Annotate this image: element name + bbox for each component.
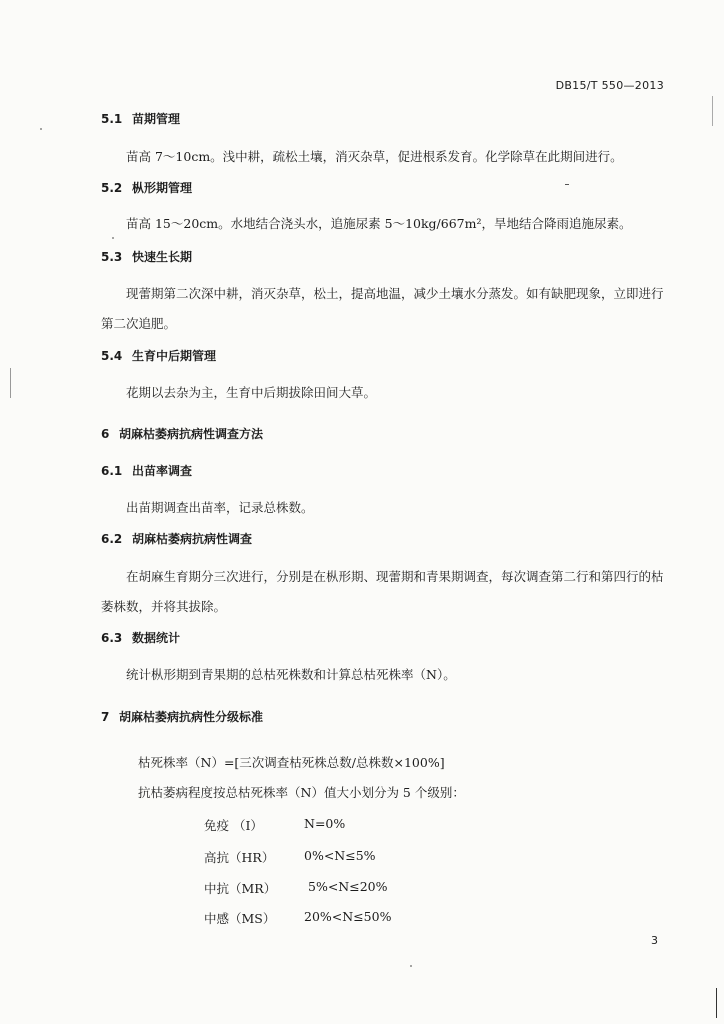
section-heading-6 [101, 425, 263, 442]
scan-speck [112, 237, 114, 239]
level-name: 高抗（HR） [204, 850, 275, 865]
section-heading-6-3 [101, 629, 180, 646]
level-range: 20%<N≤50% [304, 909, 392, 924]
level-name: 中感（MS） [204, 911, 276, 926]
section-heading-6-2 [101, 530, 252, 547]
level-name: 免疫 （I） [204, 818, 263, 833]
section-number: 5.3 [101, 250, 123, 264]
scan-edge-mark [716, 988, 717, 1018]
level-name: 中抗（MR） [204, 881, 277, 896]
scan-speck [40, 128, 42, 130]
section-title: 胡麻枯萎病抗病性分级标准 [119, 710, 264, 724]
section-title: 苗期管理 [132, 112, 181, 126]
paragraph-5-4: 花期以去杂为主，生育中后期拔除田间大草。 [126, 385, 377, 400]
paragraph-5-3-line-1: 现蕾期第二次深中耕，消灭杂草，松土，提高地温，减少土壤水分蒸发。如有缺肥现象，立即进行 [126, 286, 664, 301]
paragraph-5-2: 苗高 15～20cm。水地结合浇头水，追施尿素 5～10kg/667m²，旱地结合降雨追施尿素。 [126, 216, 632, 231]
section-heading-5-4 [101, 347, 216, 364]
section-number: 5.4 [101, 349, 123, 363]
level-range: N=0% [304, 816, 346, 831]
scan-mark [565, 184, 569, 185]
paragraph-6-1: 出苗期调查出苗率，记录总株数。 [126, 500, 314, 515]
paragraph-6-2-line-1: 在胡麻生育期分三次进行，分别是在枞形期、现蕾期和青果期调查，每次调查第二行和第四行的枯 [126, 569, 664, 584]
section-title: 胡麻枯萎病抗病性调查方法 [119, 427, 264, 441]
scan-edge-mark [712, 96, 713, 126]
scan-edge-mark [10, 368, 11, 398]
section-title: 胡麻枯萎病抗病性调查 [132, 532, 253, 546]
scan-speck [410, 965, 412, 967]
section-number: 6.3 [101, 631, 123, 645]
section-title: 生育中后期管理 [132, 349, 217, 363]
paragraph-6-3: 统计枞形期到青果期的总枯死株数和计算总枯死株率（N）。 [126, 667, 456, 682]
page-number: 3 [651, 934, 658, 947]
section-number: 6.2 [101, 532, 123, 546]
paragraph-5-1: 苗高 7～10cm。浅中耕，疏松土壤，消灭杂草，促进根系发育。化学除草在此期间进行。 [126, 149, 623, 164]
section-heading-6-1 [101, 462, 192, 479]
section-heading-7 [101, 708, 263, 725]
section-number: 7 [101, 710, 110, 724]
section-heading-5-1 [101, 110, 180, 127]
grading-intro: 抗枯萎病程度按总枯死株率（N）值大小划分为 5 个级别： [138, 785, 465, 800]
section-heading-5-3 [101, 248, 192, 265]
section-heading-5-2 [101, 179, 192, 196]
document-number-header: DB15/T 550—2013 [555, 79, 664, 92]
section-number: 6.1 [101, 464, 123, 478]
section-title: 出苗率调查 [132, 464, 193, 478]
section-number: 5.2 [101, 181, 123, 195]
section-number: 6 [101, 427, 110, 441]
paragraph-5-3-line-2: 第二次追肥。 [101, 316, 177, 331]
section-title: 数据统计 [132, 631, 181, 645]
paragraph-6-2-line-2: 萎株数，并将其拔除。 [101, 599, 227, 614]
formula-dead-plant-rate: 枯死株率（N）=[三次调查枯死株总数/总株数×100%] [138, 755, 445, 770]
level-range: 0%<N≤5% [304, 848, 376, 863]
section-title: 枞形期管理 [132, 181, 193, 195]
section-number: 5.1 [101, 112, 123, 126]
level-range: 5%<N≤20% [308, 879, 388, 894]
section-title: 快速生长期 [132, 250, 193, 264]
